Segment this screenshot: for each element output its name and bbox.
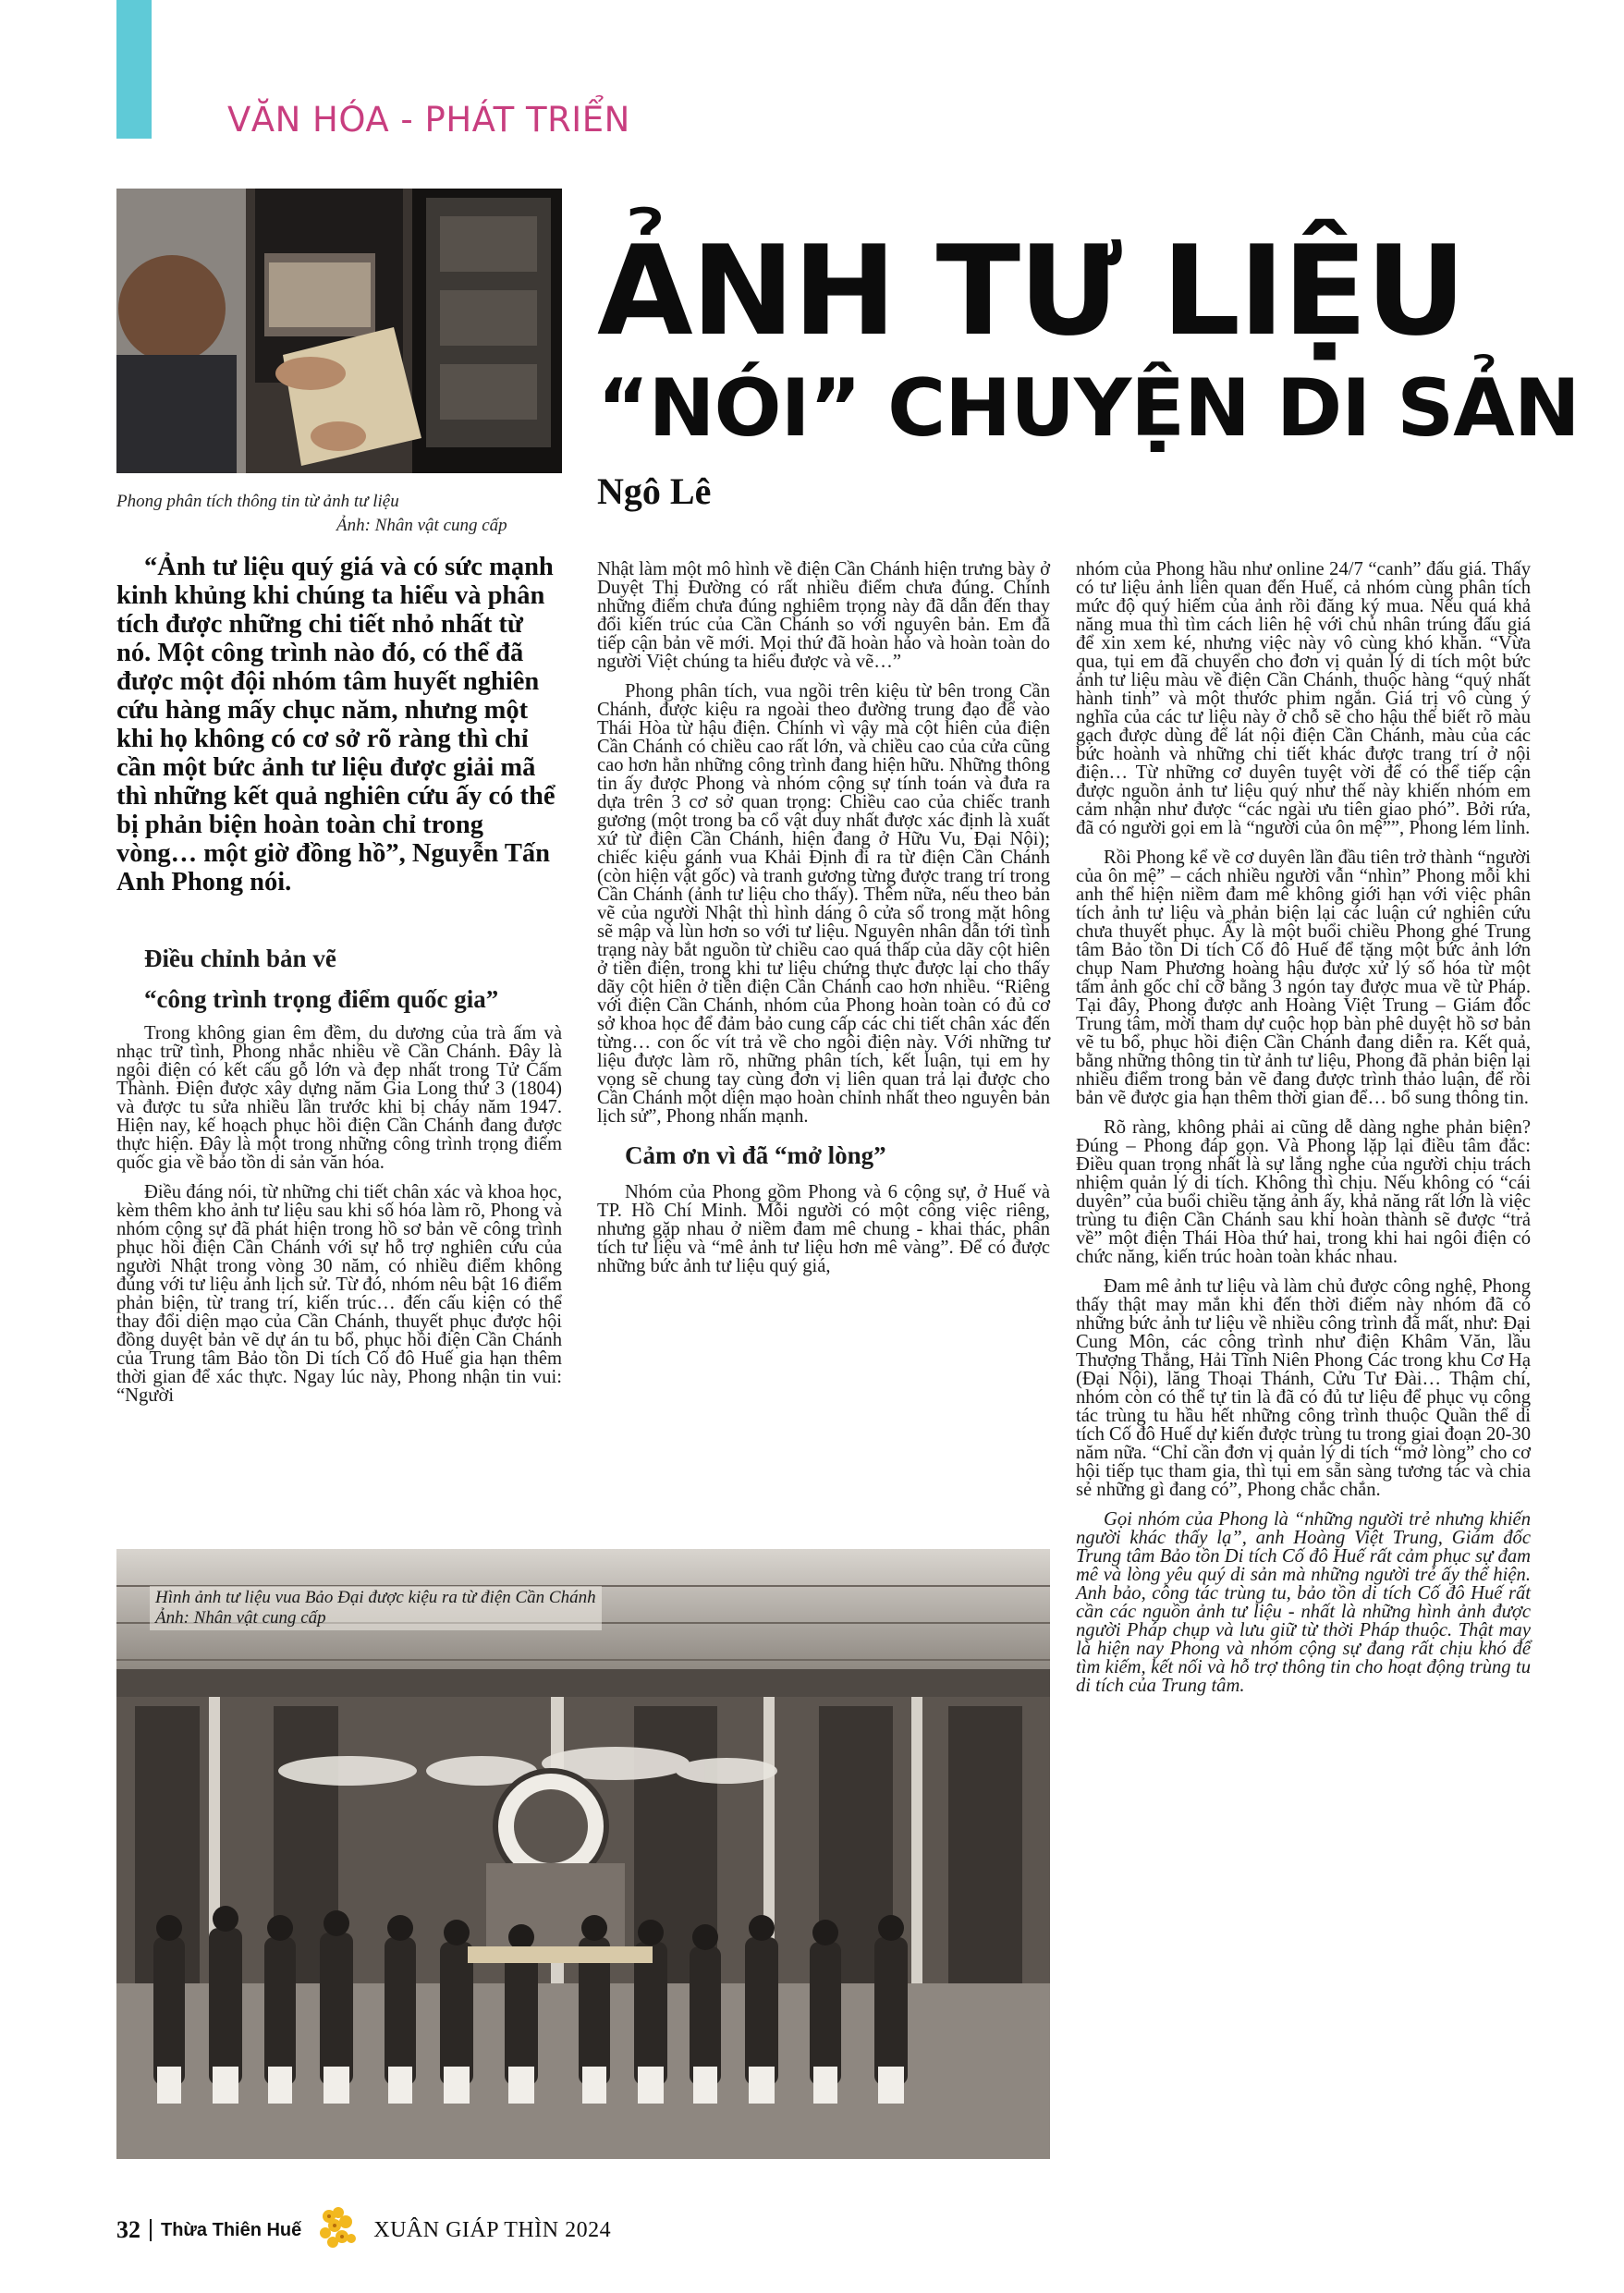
paragraph: Trong không gian êm đềm, du dương của trà ấm và nhạc trữ tình, Phong nhắc nhiều về Cần Chánh. Đây là ngôi điện có kết cấu gỗ lớn và đẹp nhất trong Tử Cấm Thành. Điện được xây dựng năm Gia Long thứ 3 (1804) và được tu sửa nhiều lần trước khi bị cháy năm 1947. Hiện nay, kế hoạch phục hồi điện Cần Chánh đang được thực hiện. Đây là một trong những công trình trọng điểm quốc gia về bảo tồn di sản văn hóa. [116, 1023, 562, 1173]
column-1 [116, 943, 562, 1416]
paragraph: Phong phân tích, vua ngồi trên kiệu từ bên trong Cần Chánh, được kiệu ra ngoài theo đường trung đạo để vào Thái Hòa từ hậu điện. Chính vì vậy mà cột hiên của điện Cần Chánh có chiều cao rất lớn, và chiều cao của cửa cũng cao hơn hẳn những công trình đang hiện hữu. Những thông tin ấy được Phong và nhóm cộng sự tính toán và đưa ra dựa trên 3 cơ sở quan trọng: Chiều cao của chiếc tranh gương (một trong ba cổ vật duy nhất được xác định là xuất xứ từ điện Cần Chánh, hiện đang ở Hữu Vu, Đại Nội); chiếc kiệu gánh vua Khải Định đi ra từ điện Cần Chánh (còn hiện vật gốc) và tranh gương từng được trang trí trong Cần Chánh (ảnh tư liệu cho thấy). Thêm nữa, nếu theo bản vẽ của người Nhật thì hình dáng ô cửa sổ trong mặt hông sẽ mập và lùn hơn so với tư liệu. Nguyên nhân dẫn tới tình trạng này bắt nguồn từ chiều cao quá thấp của dãy cột hiên ở tiền điện, trong khi tư liệu chứng thực được lại cho thấy dãy cột hiên ở tiền điện Cần Chánh cao hơn nhiều. “Riêng với điện Cần Chánh, nhóm của Phong hoàn toàn có đủ cơ sở khoa học để đảm bảo cung cấp các chi tiết chân xác đến từng… con ốc vít trả về cho ngôi điện này. Với những tư liệu được làm rõ, những phân tích, kết luận, tụi em hy vọng sẽ chung tay cùng đơn vị liên quan trả lại được cho Cần Chánh một diện mạo hoàn chỉnh nhất theo nguyên bản lịch sử”, Phong nhấn mạnh. [597, 681, 1050, 1127]
section-accent-tab [116, 0, 152, 139]
paragraph: Rõ ràng, không phải ai cũng dễ dàng nghe phản biện? Đúng – Phong đáp gọn. Và Phong lặp lại điều tâm đắc: Điều quan trọng nhất là sự lắng nghe của người chịu trách nhiệm quản lý di tích. Không thì chịu. Nếu không có “cái duyên” của buổi chiều tặng ảnh ấy, khả năng rất lớn là việc trùng tu điện Cần Chánh sau khi hoàn thành sẽ được “trả về” một điện Thái Hòa thứ hai, trong khi hai ngôi điện có chức năng, kiến trúc hoàn toàn khác nhau. [1076, 1117, 1531, 1267]
top-photo-illustration [116, 189, 562, 473]
subhead-1-line2: “công trình trọng điểm quốc gia” [144, 985, 499, 1013]
page-number: 32 [116, 2216, 140, 2243]
top-photo-credit: Ảnh: Nhân vật cung cấp [336, 516, 507, 535]
top-photo-caption: Phong phân tích thông tin từ ảnh tư liệu [116, 492, 399, 511]
column-3 [1076, 560, 1531, 1706]
column-2 [597, 560, 1050, 1287]
author-byline: Ngô Lê [597, 470, 712, 512]
magazine-name: Thừa Thiên Huế [161, 2219, 302, 2240]
archive-photo-caption-line1: Hình ảnh tư liệu vua Bảo Đại được kiệu ra từ điện Cần Chánh [155, 1588, 596, 1607]
subhead-2: Cảm ơn vì đã “mở lòng” [625, 1141, 886, 1169]
archive-photo [116, 1549, 1050, 2159]
paragraph: Nhật làm một mô hình về điện Cần Chánh hiện trưng bày ở Duyệt Thị Đường có rất nhiều điểm chưa đúng. Chính những điểm chưa đúng nghiêm trọng này đã dẫn đến thay đổi kiến trúc của Cần Chánh so với nguyên bản. Em đã tiếp cận bản vẽ mới. Mọi thứ đã hoàn hảo và hoàn toàn do người Việt chúng ta hiểu được và vẽ…” [597, 559, 1050, 672]
paragraph: Rồi Phong kể về cơ duyên lần đầu tiên trở thành “người của ôn mệ” – cách nhiều người vẫn “nhìn” Phong mỗi khi anh thể hiện niềm đam mê không giới hạn với việc phân tích ảnh tư liệu và phản biện lại các luận cứ nghiên cứu chưa thuyết phục. Ấy là một buổi chiều Phong ghé Trung tâm Bảo tồn Di tích Cố đô Huế để tặng một bức ảnh lớn chụp Nam Phương hoàng hậu được xử lý số hóa từ một tấm ảnh gốc chỉ cỡ bằng 3 ngón tay được mua về từ Pháp. Tại đây, Phong được anh Hoàng Việt Trung – Giám đốc Trung tâm, mời tham dự cuộc họp bàn phê duyệt hồ sơ bản vẽ tu bổ, phục hồi điện Cần Chánh đang diễn ra. Kết quả, bằng những thông tin từ ảnh tư liệu, Phong đã phản biện lại nhiều điểm trong bản vẽ đang được trình thảo luận, để rồi bản vẽ được gia hạn thêm thời gian để… bổ sung thông tin. [1076, 848, 1531, 1108]
article-title-line1: ẢNH TƯ LIỆU [597, 219, 1465, 363]
subhead-1-line1: Điều chỉnh bản vẽ [144, 945, 336, 972]
footer-separator [150, 2219, 152, 2241]
paragraph-italic: Gọi nhóm của Phong là “những người trẻ nhưng khiến người khác thấy lạ”, anh Hoàng Việt Trung, Giám đốc Trung tâm Bảo tồn Di tích Cố đô Huế rất cảm phục sự đam mê và lòng yêu quý di sản mà những người trẻ ấy thể hiện. Anh bảo, công tác trùng tu, bảo tồn di tích Cố đô Huế rất cần các nguồn ảnh tư liệu - nhất là những hình ảnh được người Pháp chụp và lưu giữ từ thời Pháp thuộc. Thật may là hiện nay Phong và nhóm cộng sự đang rất chịu khó để tìm kiếm, kết nối và hỗ trợ thông tin cho hoạt động trùng tu di tích của Trung tâm. [1076, 1509, 1531, 1696]
top-photo [116, 189, 562, 473]
archive-photo-illustration [116, 1549, 1050, 2159]
article-title-line2: “NÓI” CHUYỆN DI SẢN [597, 362, 1580, 455]
apricot-flower-icon [314, 2207, 362, 2254]
issue-name: XUÂN GIÁP THÌN 2024 [373, 2217, 612, 2242]
archive-photo-credit: Ảnh: Nhân vật cung cấp [155, 1608, 326, 1628]
page-footer [116, 2207, 611, 2253]
lead-text: “Ảnh tư liệu quý giá và có sức mạnh kinh khủng khi chúng ta hiểu và phân tích được những chi tiết nhỏ nhất từ nó. Một công trình nào đó, có thể đã được một đội nhóm tâm huyết nghiên cứu hàng mấy chục năm, nhưng một khi họ không có cơ sở rõ ràng thì chỉ cần một bức ảnh tư liệu được giải mã thì những kết quả nghiên cứu ấy có thể bị phản biện hoàn toàn chỉ trong vòng… một giờ đồng hồ”, Nguyễn Tấn Anh Phong nói. [116, 553, 556, 896]
section-label: VĂN HÓA - PHÁT TRIỂN [227, 100, 630, 140]
paragraph: Nhóm của Phong gồm Phong và 6 cộng sự, ở Huế và TP. Hồ Chí Minh. Mỗi người có một công việc riêng, nhưng gặp nhau ở niềm đam mê chung - khai thác, phân tích tư liệu và “mê ảnh tư liệu hơn mê vàng”. Để có được những bức ảnh tư liệu quý giá, [597, 1182, 1050, 1276]
paragraph: Điều đáng nói, từ những chi tiết chân xác và khoa học, kèm thêm kho ảnh tư liệu sau khi số hóa làm rõ, Phong và nhóm cộng sự đã phát hiện trong hồ sơ bản vẽ công trình phục hồi điện Cần Chánh với sự hỗ trợ nghiên cứu của người Nhật trong vòng 30 năm, có nhiều điểm không đúng với tư liệu ảnh lịch sử. Từ đó, nhóm nêu bật 16 điểm phản biện, từ trang trí, kiến trúc… đến cấu kiện có thể thay đổi diện mạo của Cần Chánh, thuyết phục được hội đồng duyệt bản vẽ dự án tu bổ, phục hồi điện Cần Chánh của Trung tâm Bảo tồn Di tích Cố đô Huế gia hạn thêm thời gian để xác thực. Ngay lúc này, Phong nhận tin vui: “Người [116, 1182, 562, 1406]
archive-photo-caption [150, 1586, 602, 1630]
paragraph: nhóm của Phong hầu như online 24/7 “canh” đấu giá. Thấy có tư liệu ảnh liên quan đến Huế, cả nhóm cùng phân tích mức độ quý hiếm của ảnh rồi đăng ký mua. Nếu quá khả năng mua thì tìm cách liên hệ với chủ nhân trúng đấu giá để xin xem ké, nhưng việc này vô cùng khó khăn. “Vừa qua, tụi em đã chuyển cho đơn vị quản lý di tích một bức ảnh tư liệu màu về điện Cần Chánh, thuộc hàng “quý nhất hành tinh” và một thước phim ngắn. Giá trị vô cùng ý nghĩa của các tư liệu này ở chỗ sẽ cho hậu thế biết rõ màu gạch được dùng để lát nội điện Cần Chánh, màu của các bức hoành và những chi tiết khác được trang trí ở nội điện… Từ những cơ duyên tuyệt vời để có thể tiếp cận được nguồn ảnh tư liệu quý như thế này khiến nhóm em cảm nhận như được “các ngài ưu tiên giao phó”. Bởi rứa, đã có người gọi em là “người của ôn mệ””, Phong lém lỉnh. [1076, 559, 1531, 838]
lead-quote [116, 553, 562, 896]
paragraph: Đam mê ảnh tư liệu và làm chủ được công nghệ, Phong thấy thật may mắn khi đến thời điểm này nhóm đã có những bức ảnh tư liệu về nhiều công trình đã mất, như: Đại Cung Môn, các công trình như điện Khâm Văn, lầu Thượng Thắng, Hải Tĩnh Niên Phong Các trong khu Cơ Hạ (Đại Nội), lăng Thoại Thánh, Cửu Tư Đài… Thậm chí, nhóm còn có thể tự tin là đã có đủ tư liệu để phục vụ công tác trùng tu hầu hết những công trình thuộc Quần thể di tích Cố đô Huế dự kiến được trùng tu trong giai đoạn 20-30 năm nữa. “Chỉ cần đơn vị quản lý di tích “mở lòng” cho cơ hội tiếp tục tham gia, thì tụi em sẵn sàng tương tác và chia sẻ những gì đang có”, Phong chắc chắn. [1076, 1276, 1531, 1500]
